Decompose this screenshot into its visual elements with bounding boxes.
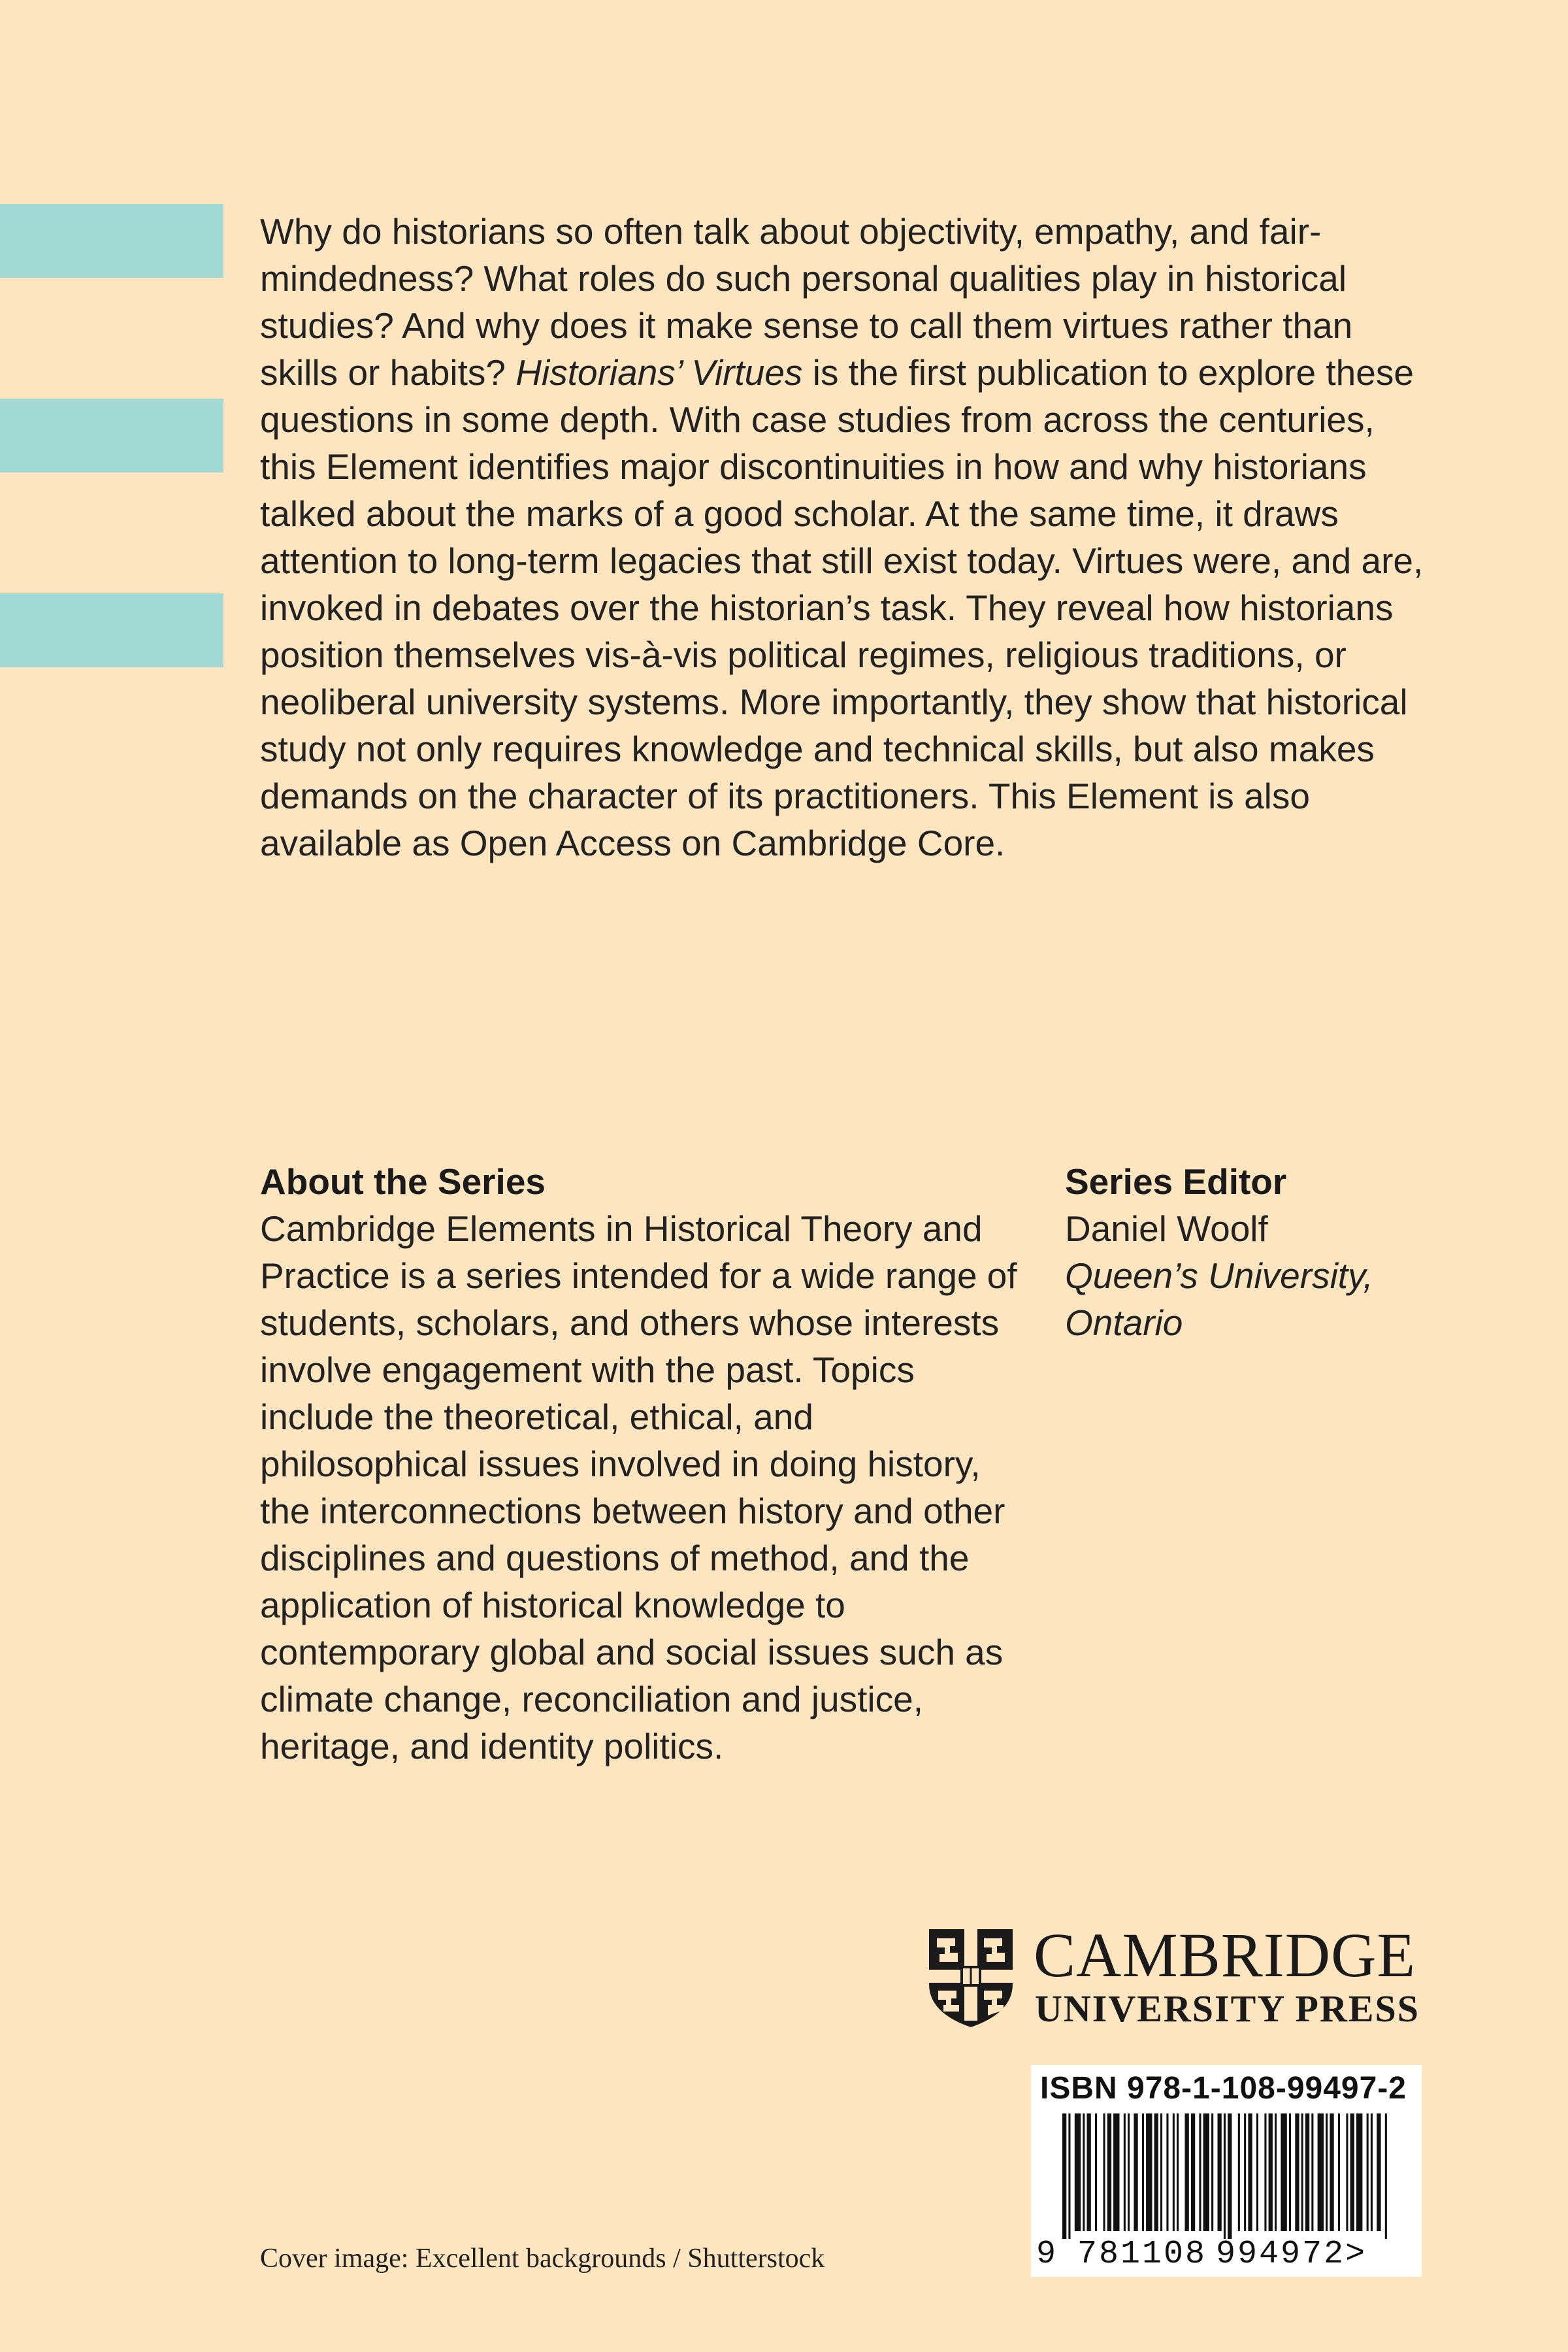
barcode-bar (1218, 2113, 1222, 2231)
barcode-left-group: 781108 (1077, 2236, 1207, 2273)
barcode-bar (1095, 2113, 1097, 2231)
about-series-text: Cambridge Elements in Historical Theory and Practice is a series intended for a wide range of students, scholars, and others whose interests involve engagement with the past. Topics include the theoretical, ethical, and philosophical issues involved in doing history, the interconnections between history and other disciplines and questions of method, and the application of historical knowledge to contemporary global and social issues such as climate change, reconciliation and justice, heritage, and identity politics. (260, 1208, 1017, 1766)
isbn-barcode-block (1031, 2065, 1422, 2277)
barcode-digits (1036, 2236, 1418, 2273)
barcode-bar (1068, 2113, 1070, 2239)
barcode-bar (1356, 2113, 1362, 2231)
series-editor-affiliation-line2: Ontario (1065, 1302, 1183, 1343)
accent-bar-3 (0, 593, 223, 667)
barcode-bar (1177, 2113, 1179, 2231)
barcode-bar (1154, 2113, 1158, 2231)
barcode-bar (1075, 2113, 1081, 2231)
barcode-bar (1160, 2113, 1162, 2231)
barcode-bar (1107, 2113, 1111, 2231)
barcode-bar (1326, 2113, 1328, 2231)
barcode-bar (1083, 2113, 1085, 2231)
barcode-bar (1281, 2113, 1286, 2231)
barcode-bar (1087, 2113, 1091, 2231)
barcode-bar (1338, 2113, 1340, 2231)
barcode-bar (1211, 2113, 1213, 2231)
barcode-bar (1199, 2113, 1201, 2231)
barcode-bar (1224, 2113, 1226, 2239)
barcode-bar (1256, 2113, 1258, 2231)
barcode-bar (1289, 2113, 1291, 2231)
barcode-bar (1385, 2113, 1387, 2239)
publisher-logo (926, 1920, 1429, 2031)
university-crest-icon (926, 1927, 1015, 2029)
book-title-italic: Historians’ Virtues (515, 352, 803, 393)
barcode-bar (1238, 2113, 1240, 2231)
barcode-right-group: 994972 (1216, 2236, 1346, 2273)
accent-bar-1 (0, 204, 223, 278)
barcode-bar (1062, 2113, 1066, 2239)
barcode-bar (1275, 2113, 1277, 2231)
barcode-bar (1377, 2113, 1380, 2231)
about-series-section (260, 1158, 1031, 1770)
barcode-bar (1318, 2113, 1324, 2231)
barcode-bar (1185, 2113, 1189, 2231)
barcode-bar (1350, 2113, 1354, 2231)
barcode-bar (1146, 2113, 1152, 2231)
barcode-first-digit: 9 (1036, 2236, 1058, 2273)
barcode-bar (1248, 2113, 1252, 2231)
barcode-bar (1264, 2113, 1266, 2231)
barcode-bar (1191, 2113, 1195, 2231)
barcode-bar (1371, 2113, 1373, 2231)
barcode-bar (1305, 2113, 1309, 2231)
barcode-bar (1142, 2113, 1144, 2231)
barcode-bar (1301, 2113, 1303, 2231)
barcode-bar (1244, 2113, 1246, 2231)
barcode-bar (1103, 2113, 1105, 2231)
barcode-bars (1062, 2113, 1389, 2239)
barcode-bar (1269, 2113, 1273, 2231)
barcode-bar (1203, 2113, 1209, 2231)
isbn-label: ISBN 978-1-108-99497-2 (1040, 2071, 1407, 2106)
barcode-bar (1330, 2113, 1333, 2231)
barcode-bar (1166, 2113, 1168, 2231)
series-editor-affiliation-line1: Queen’s University, (1065, 1255, 1373, 1296)
series-editor-section (1065, 1158, 1470, 1346)
barcode-bar (1367, 2113, 1369, 2231)
series-editor-name: Daniel Woolf (1065, 1208, 1268, 1249)
barcode-bar (1228, 2113, 1232, 2239)
publisher-name: CAMBRIDGE (1034, 1920, 1416, 1990)
about-series-heading: About the Series (260, 1161, 546, 1202)
series-editor-heading: Series Editor (1065, 1161, 1287, 1202)
description-text-end: is the first publication to explore these questions in some depth. With case studies from across the centuries, this Element identifies major discontinuities in how and why historians talked about the marks of a good scholar. At the same time, it draws attention to long-term legacies that still exist today. Virtues were, and are, invoked in debates over the historian’s task. They reveal how historians position themselves vis-à-vis political regimes, religious traditions, or neoliberal university systems. More importantly, they show that historical study not only requires knowledge and technical skills, but also makes demands on the character of its practitioners. This Element is also available as Open Access on Cambridge Core. (260, 352, 1424, 863)
barcode-bar (1113, 2113, 1119, 2231)
publisher-subname: UNIVERSITY PRESS (1035, 1987, 1420, 2030)
barcode-end-mark: > (1345, 2236, 1367, 2273)
barcode-bar (1346, 2113, 1348, 2231)
barcode-bar (1311, 2113, 1313, 2231)
barcode-bar (1173, 2113, 1175, 2231)
accent-bar-2 (0, 399, 223, 472)
barcode-bar (1134, 2113, 1137, 2231)
cover-image-credit: Cover image: Excellent backgrounds / Shutterstock (260, 2244, 825, 2274)
barcode-bar (1128, 2113, 1130, 2231)
book-description (260, 208, 1436, 867)
barcode-bar (1124, 2113, 1126, 2231)
description-text-start: Why do historians so often talk about objectivity, empathy, and fair-mindedness? What roles do such personal qualities play in historical studies? And why does it make sense to call them virtues rather than skills or habits? (260, 211, 1353, 393)
barcode-bar (1295, 2113, 1299, 2231)
